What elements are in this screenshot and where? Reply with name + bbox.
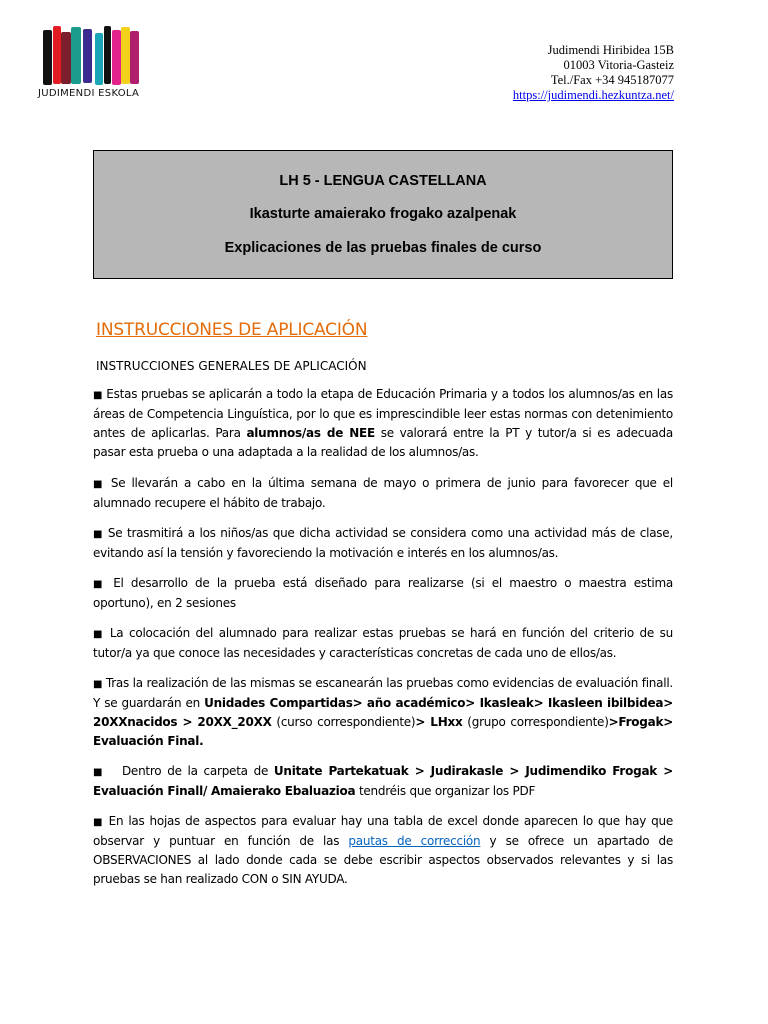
bullet-icon: ■ xyxy=(93,390,103,401)
title-spanish: Explicaciones de las pruebas finales de curso xyxy=(224,240,542,256)
title-basque: Ikasturte amaierako frogako azalpenak xyxy=(249,206,517,222)
subheading: INSTRUCCIONES GENERALES DE APLICACIÓN xyxy=(96,359,367,373)
bullet-icon: ■ xyxy=(93,679,103,690)
school-logo xyxy=(38,24,150,104)
bullet-icon: ■ xyxy=(93,529,104,540)
paragraph-3: ■ Se trasmitirá a los niños/as que dicha actividad se considera como una actividad más de clase, evitando así la tensión y favoreciendo la motivación e interés en los alumnos/as. xyxy=(93,526,673,560)
address-line: Judimendi Hiribidea 15B xyxy=(547,43,674,57)
correction-guidelines-link[interactable]: pautas de corrección xyxy=(348,834,481,848)
logo-stripes-icon xyxy=(38,24,150,88)
title-box xyxy=(93,150,673,279)
website-link[interactable]: https://judimendi.hezkuntza.net/ xyxy=(512,88,674,102)
bullet-icon: ■ xyxy=(93,579,106,590)
section-title: INSTRUCCIONES DE APLICACIÓN xyxy=(96,320,368,340)
paragraph-5: ■ La colocación del alumnado para realizar estas pruebas se hará en función del criterio de su tutor/a ya que conoce las necesidades y características concretas de cada uno de ellos/as. xyxy=(93,626,673,660)
school-address xyxy=(513,43,674,103)
paragraph-2: ■ Se llevarán a cabo en la última semana de mayo o primera de junio para favorecer que el alumnado recupere el hábito de trabajo. xyxy=(93,476,673,510)
paragraph-8: ■ En las hojas de aspectos para evaluar hay una tabla de excel donde aparecen lo que hay que observar y puntuar en función de las pautas de corrección y se ofrece un apartado de OBSERVACIONES al lado donde cada se debe escribir aspectos observados relevantes y si las pruebas se han realizado CON o SIN AYUDA. xyxy=(93,814,673,886)
logo-text: JUDIMENDI ESKOLA xyxy=(38,88,140,99)
postal-line: 01003 Vitoria-Gasteiz xyxy=(563,58,674,72)
bullet-icon: ■ xyxy=(93,817,104,828)
phone-line: Tel./Fax +34 945187077 xyxy=(550,73,674,87)
paragraph-4: ■ El desarrollo de la prueba está diseñado para realizarse (si el maestro o maestra estima oportuno), en 2 sesiones xyxy=(93,576,673,610)
bullet-icon: ■ xyxy=(93,767,105,778)
bullet-icon: ■ xyxy=(93,479,105,490)
paragraph-6: ■ Tras la realización de las mismas se escanearán las pruebas como evidencias de evaluación finall. Y se guardarán en Unidades Compartidas> año académico> Ikasleak> Ikasleen ibilbidea> 20XXnacidos > 20XX_20XX (curso correspondiente)> LHxx (grupo correspondiente)>Frogak> Evaluación Final. xyxy=(93,676,673,748)
title-subject: LH 5 - LENGUA CASTELLANA xyxy=(279,173,487,189)
bullet-icon: ■ xyxy=(93,629,105,640)
paragraph-1: ■ Estas pruebas se aplicarán a todo la etapa de Educación Primaria y a todos los alumnos/as en las áreas de Competencia Linguística, por lo que es imprescindible leer estas normas con detenimiento antes de aplicarlas. Para alumnos/as de NEE se valorará entre la PT y tutor/a si es adecuada pasar esta prueba o una adaptada a la realidad de los alumnos/as. xyxy=(93,387,674,459)
document-body xyxy=(93,320,673,889)
paragraph-7: ■ Dentro de la carpeta de Unitate Partekatuak > Judirakasle > Judimendiko Frogak > Evaluación Finall/ Amaierako Ebaluazioa tendréis que organizar los PDF xyxy=(93,764,674,798)
